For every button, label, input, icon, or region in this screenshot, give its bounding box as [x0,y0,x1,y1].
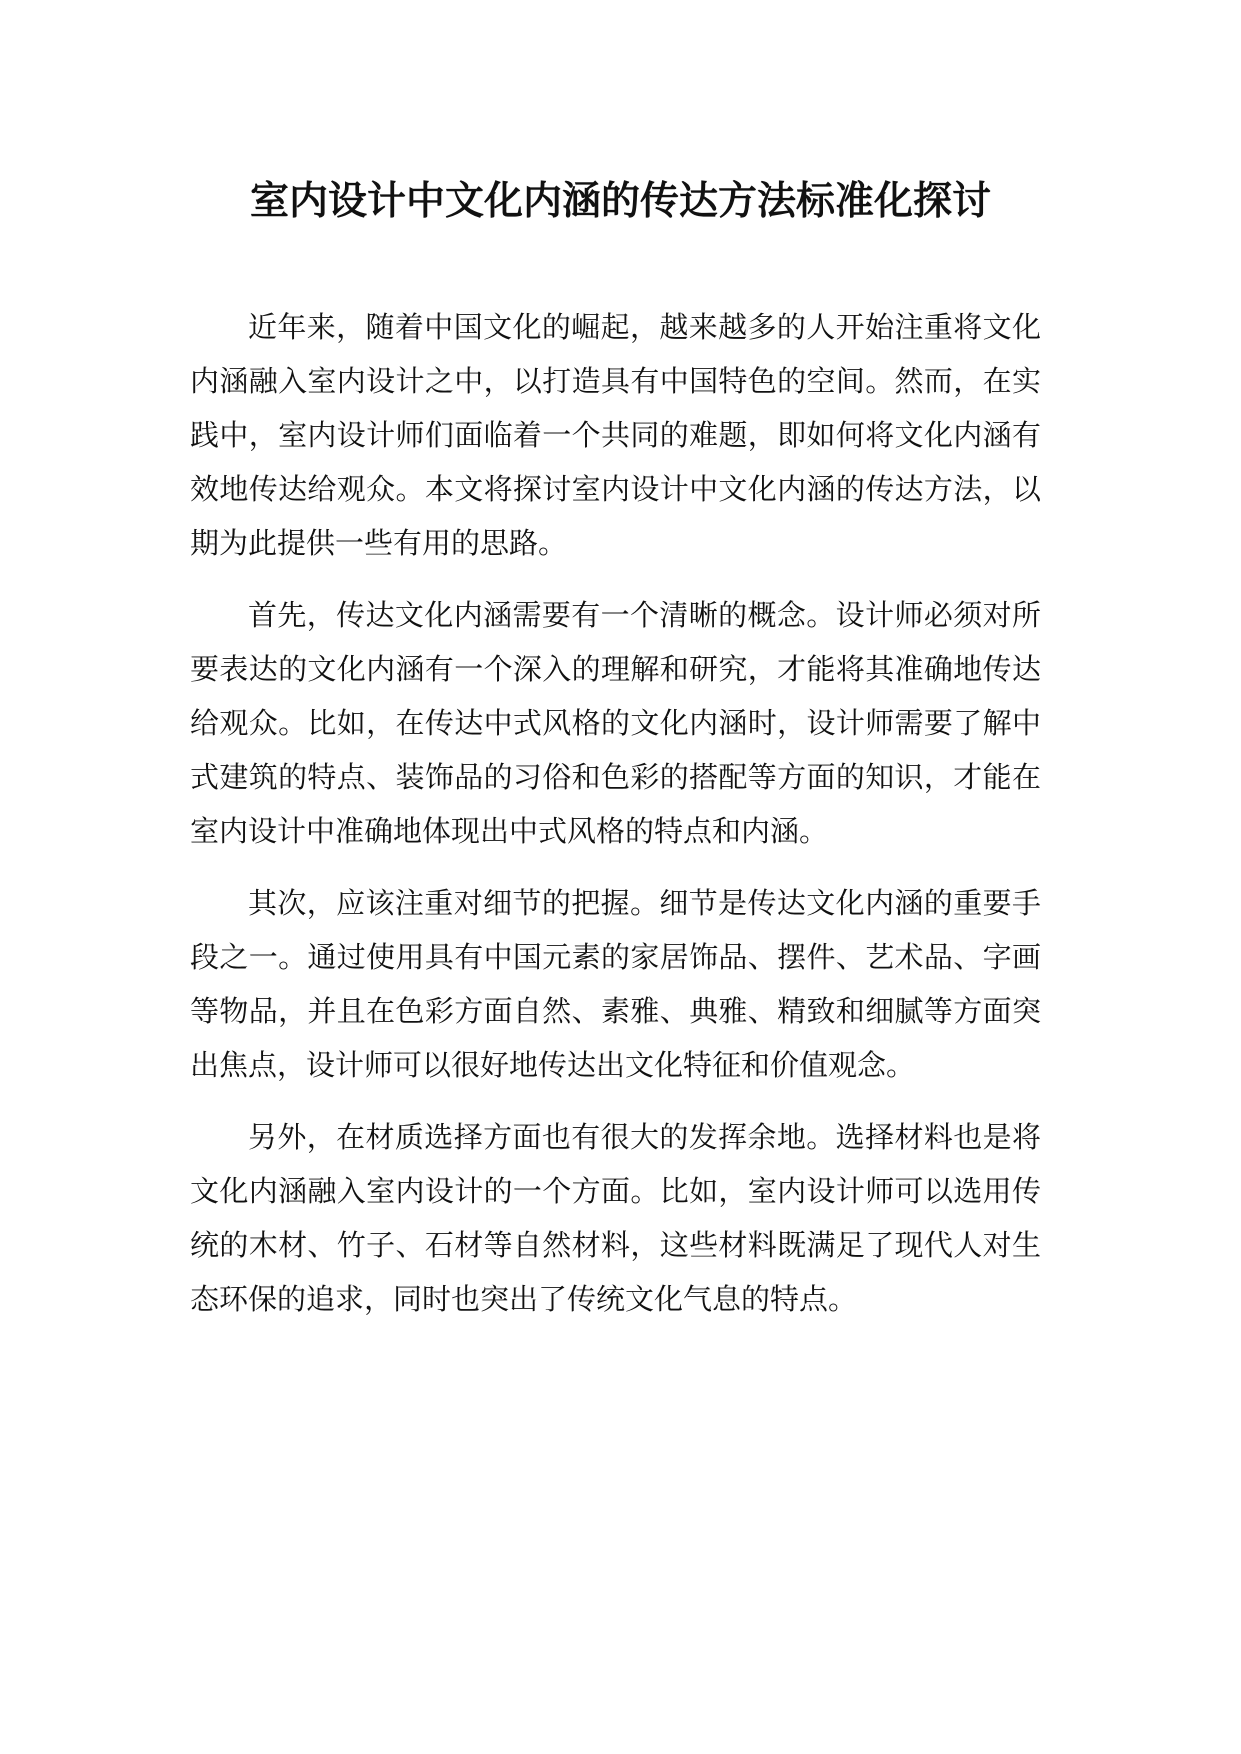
paragraph: 其次，应该注重对细节的把握。细节是传达文化内涵的重要手段之一。通过使用具有中国元素的家居饰品、摆件、艺术品、字画等物品，并且在色彩方面自然、素雅、典雅、精致和细腻等方面突出焦点，设计师可以很好地传达出文化特征和价值观念。 [190,886,1041,1082]
document-body [190,300,1041,1344]
document-title: 室内设计中文化内涵的传达方法标准化探讨 [249,179,991,224]
paragraph: 近年来，随着中国文化的崛起，越来越多的人开始注重将文化内涵融入室内设计之中，以打造具有中国特色的空间。然而，在实践中，室内设计师们面临着一个共同的难题，即如何将文化内涵有效地传达给观众。本文将探讨室内设计中文化内涵的传达方法，以期为此提供一些有用的思路。 [190,310,1041,560]
paragraph: 另外，在材质选择方面也有很大的发挥余地。选择材料也是将文化内涵融入室内设计的一个方面。比如，室内设计师可以选用传统的木材、竹子、石材等自然材料，这些材料既满足了现代人对生态环保的追求，同时也突出了传统文化气息的特点。 [190,1120,1041,1316]
paragraph: 首先，传达文化内涵需要有一个清晰的概念。设计师必须对所要表达的文化内涵有一个深入的理解和研究，才能将其准确地传达给观众。比如，在传达中式风格的文化内涵时，设计师需要了解中式建筑的特点、装饰品的习俗和色彩的搭配等方面的知识，才能在室内设计中准确地体现出中式风格的特点和内涵。 [190,598,1041,848]
